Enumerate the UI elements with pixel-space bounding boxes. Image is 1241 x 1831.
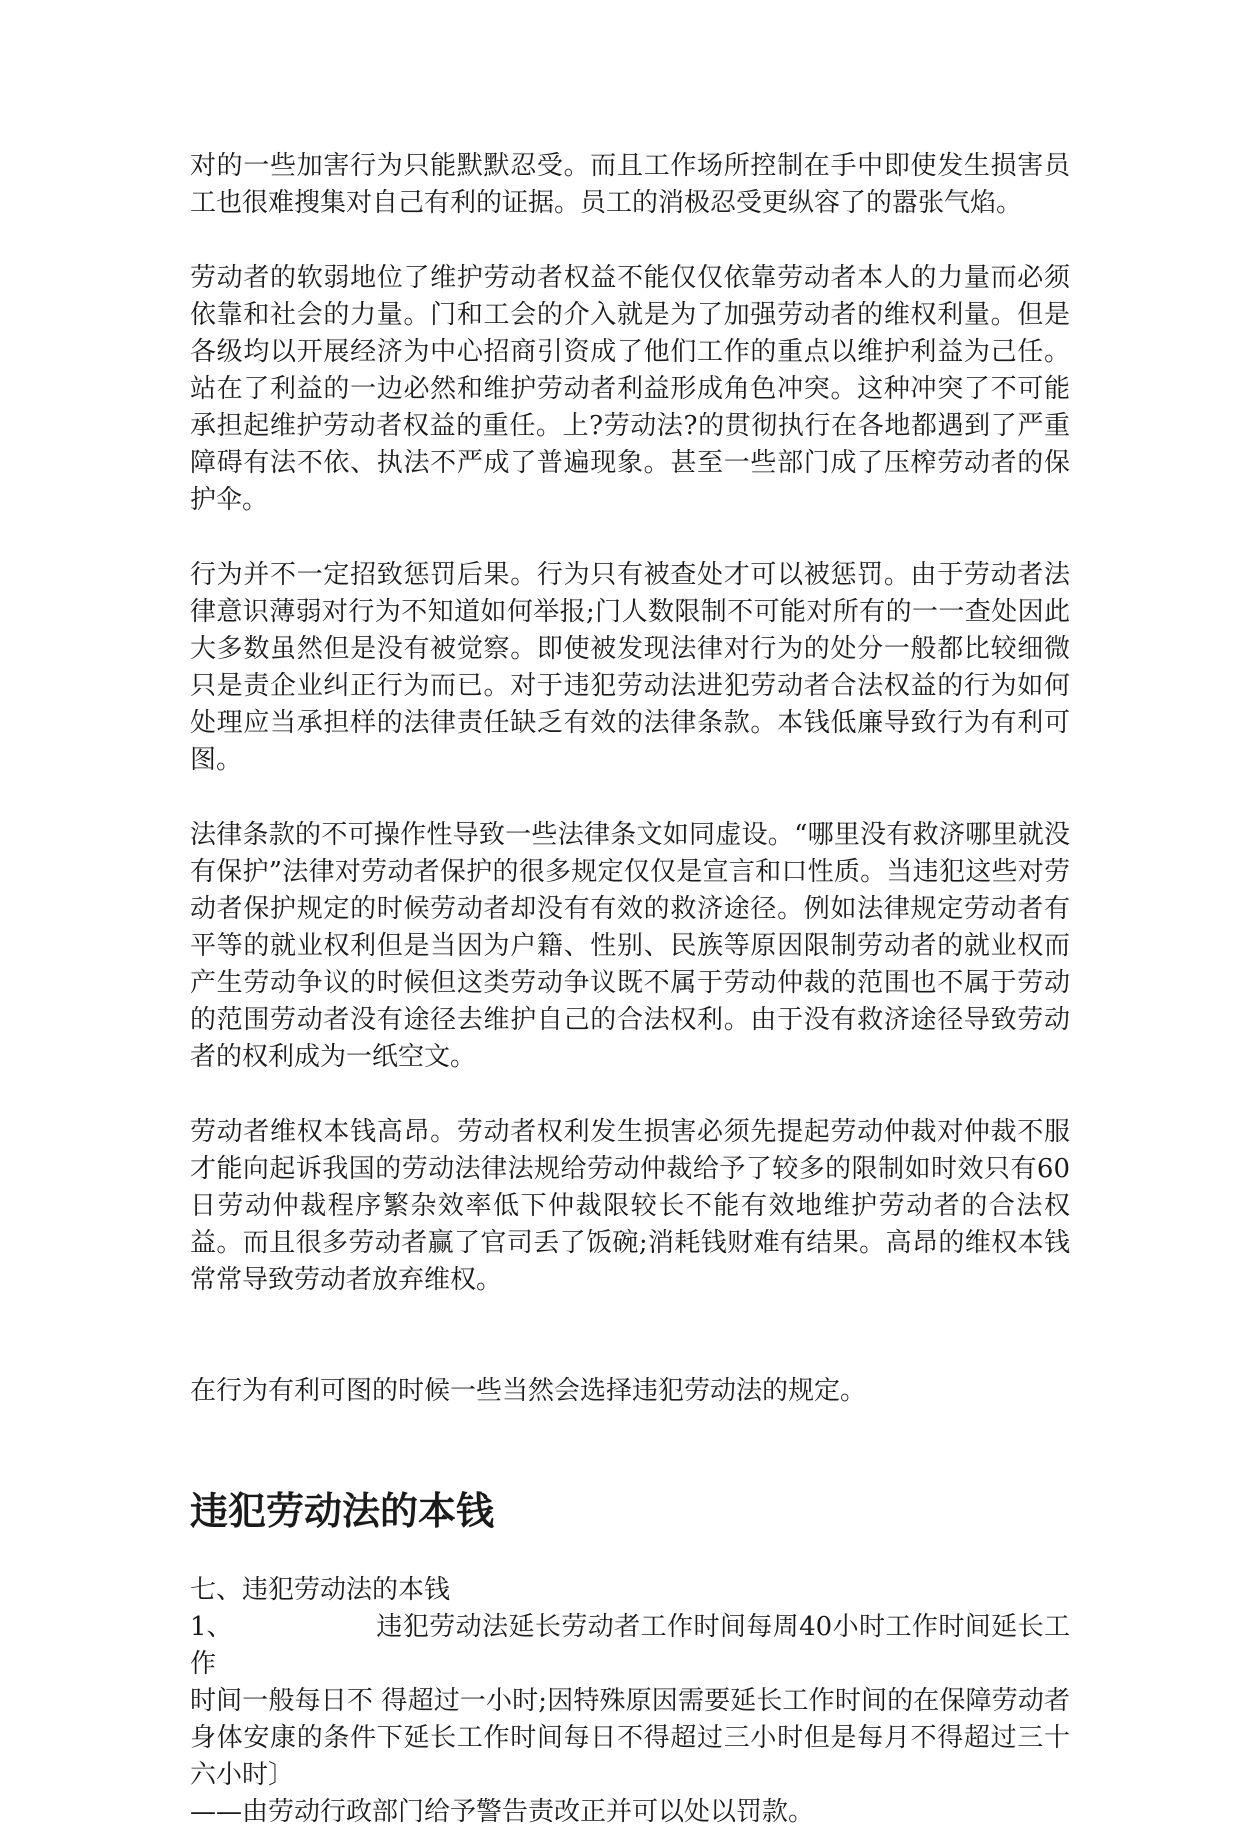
paragraph-inoperable-law: 法律条款的不可操作性导致一些法律条文如同虚设。“哪里没有救济哪里就没有保护”法律对劳动者保护的很多规定仅仅是宣言和口性质。当违犯这些对劳动者保护规定的时候劳动者却没有有效的救济途径。例如法律规定劳动者有平等的就业权利但是当因为户籍、性别、民族等原因限制劳动者的就业权而产生劳动争议的时候但这类劳动争议既不属于劳动仲裁的范围也不属于劳动的范围劳动者没有途径去维护自己的合法权利。由于没有救济途径导致劳动者的权利成为一纸空文。 (190, 820, 1070, 1072)
document-page (190, 148, 1070, 1831)
paragraph-conclusion: 在行为有利可图的时候一些当然会选择违犯劳动法的规定。 (190, 1376, 867, 1406)
list-item (190, 1609, 1070, 1794)
paragraph-high-cost: 劳动者维权本钱高昂。劳动者权利发生损害必须先提起劳动仲裁对仲裁不服才能向起诉我国的劳动法律法规给劳动仲裁给予了较多的限制如时效只有60日劳动仲裁程序繁杂效率低下仲裁限较长不能有效地维护劳动者的合法权益。而且很多劳动者赢了官司丢了饭碗;消耗钱财难有结果。高昂的维权本钱常常导致劳动者放弃维权。 (190, 1117, 1070, 1295)
section-subtitle: 七、违犯劳动法的本钱 (190, 1575, 451, 1605)
paragraph-employee-endurance: 对的一些加害行为只能默默忍受。而且工作场所控制在手中即使发生损害员工也很难搜集对自己有利的证据。员工的消极忍受更纵容了的嚣张气焰。 (190, 151, 1070, 218)
list-item-text-rest: 时间一般每日不 得超过一小时;因特殊原因需要延长工作时间的在保障劳动者身体安康的条件下延长工作时间每日不得超过三小时但是每月不得超过三十六小时〕 (190, 1686, 1070, 1790)
list-item-number: 1、 (190, 1612, 233, 1642)
paragraph-weak-position: 劳动者的软弱地位了维护劳动者权益不能仅仅依靠劳动者本人的力量而必须依靠和社会的力量。门和工会的介入就是为了加强劳动者的维权利量。但是各级均以开展经济为中心招商引资成了他们工作的重点以维护利益为己任。站在了利益的一边必然和维护劳动者利益形成角色冲突。这种冲突了不可能承担起维护劳动者权益的重任。上?劳动法?的贯彻执行在各地都遇到了严重障碍有法不依、执法不严成了普遍现象。甚至一些部门成了压榨劳动者的保护伞。 (190, 263, 1070, 515)
list-item-text-first: 违犯劳动法延长劳动者工作时间每周40小时工作时间延长工作 (190, 1612, 1070, 1679)
list-item-first-line (190, 1609, 1070, 1683)
penalty-line: ——由劳动行政部门给予警告责改正并可以处以罚款。 (190, 1797, 815, 1827)
paragraph-no-punishment: 行为并不一定招致惩罚后果。行为只有被查处才可以被惩罚。由于劳动者法律意识薄弱对行为不知道如何举报;门人数限制不可能对所有的一一查处因此大多数虽然但是没有被觉察。即使被发现法律对行为的处分一般都比较细微只是责企业纠正行为而已。对于违犯劳动法进犯劳动者合法权益的行为如何处理应当承担样的法律责任缺乏有效的法律条款。本钱低廉导致行为有利可图。 (190, 560, 1070, 775)
section-heading: 违犯劳动法的本钱 (190, 1489, 495, 1533)
